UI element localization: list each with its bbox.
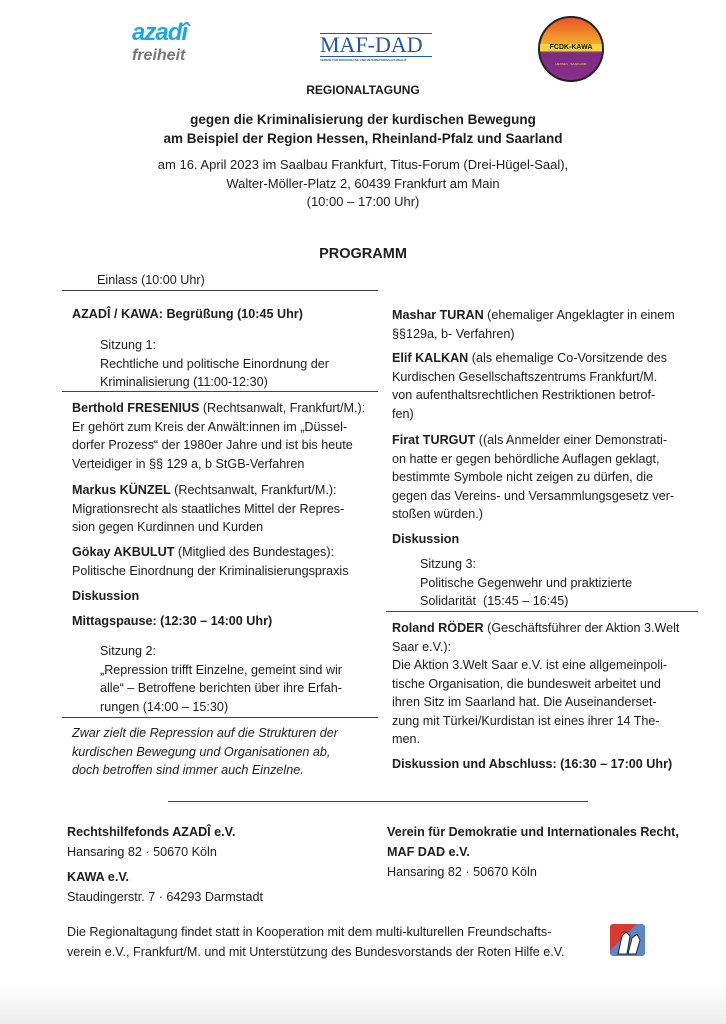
event-date-3: (10:00 – 17:00 Uhr) [306, 194, 420, 209]
line-text: Er gehört zum Kreis der Anwält:innen im „Düssel- [72, 419, 348, 434]
kawa-logo [538, 16, 604, 82]
text-line [392, 712, 679, 731]
mittagspause: Mittagspause: (12:30 – 14:00 Uhr) [72, 614, 273, 628]
text-line [420, 574, 632, 593]
text-line [392, 450, 674, 469]
text-line [72, 481, 344, 500]
line-text: gegen das Vereins- und Versammlungsgesetz ver- [392, 488, 675, 503]
text-line [392, 306, 675, 325]
text-line [72, 418, 365, 437]
speaker-roland-roeder [392, 619, 679, 749]
speaker-berthold-fresenius [72, 399, 365, 473]
line-text: zung mit Türkei/Kurdistan ist eines ihrer 14 The- [392, 713, 660, 728]
text-line [392, 468, 674, 487]
line-text: Rechtliche und politische Einordnung der [100, 356, 329, 371]
text-line [72, 724, 338, 743]
session-2-note [72, 724, 338, 780]
text-line [392, 431, 674, 450]
text-line [72, 399, 365, 418]
line-text: Kriminalisierung (11:00-12:30) [100, 375, 268, 389]
line-text: „Repression trifft Einzelne, gemeint sind wir [100, 662, 342, 677]
line-text: Sitzung 1: [100, 338, 157, 352]
text-line [100, 373, 329, 392]
line-text: (ehemaliger Angeklagter in einem [483, 308, 675, 322]
line-text: Migrationsrecht als staatliches Mittel der Repres- [72, 501, 345, 516]
text-line [100, 355, 329, 374]
line-text: alle“ – Betroffene berichten über ihre Erfah- [100, 681, 342, 695]
text-line [100, 679, 342, 698]
event-date-2: Walter-Möller-Platz 2, 60439 Frankfurt am Main [226, 176, 500, 191]
text-line [392, 638, 679, 657]
line-text: Politische Einordnung der Kriminalisierungspraxis [72, 563, 349, 578]
speaker-name: Berthold FRESENIUS [72, 401, 200, 415]
line-text: kurdischen Bewegung und Organisationen ab, [72, 744, 331, 759]
speaker-name: Roland RÖDER [392, 621, 484, 635]
text-line [72, 500, 344, 519]
line-text: men. [392, 732, 420, 746]
text-line [420, 592, 632, 611]
event-title: REGIONALTAGUNG [306, 83, 420, 97]
speaker-elif-kalkan [392, 349, 667, 423]
text-line [392, 368, 667, 387]
line-text: Zwar zielt die Repression auf die Strukturen der [72, 726, 338, 740]
footer-mafdad-address: Hansaring 82 · 50670 Köln [387, 865, 537, 879]
rote-hilfe-logo [610, 924, 645, 956]
line-text: von aufenthaltsrechtlichen Restriktionen betrof- [392, 388, 656, 402]
text-line [72, 743, 338, 762]
line-text: Kurdischen Gesellschaftszentrums Frankfurt/M. [392, 369, 658, 384]
line-text: (Mitglied des Bundestages): [174, 545, 335, 559]
mafdad-logo-sub: VEREIN FÜR DEMOKRATIE UND INTERNATIONALES RECHT [320, 58, 407, 62]
line-text: Politische Gegenwehr und praktizierte [420, 575, 633, 590]
text-line [392, 505, 674, 524]
line-text: Verteidiger in §§ 129 a, b StGB-Verfahren [72, 456, 305, 471]
line-text: on hatte er gegen behördliche Auflagen geklagt, [392, 451, 660, 466]
speaker-firat-turgut [392, 431, 674, 524]
text-line [72, 761, 338, 780]
event-subtitle-2: am Beispiel der Region Hessen, Rheinland-Pfalz und Saarland [163, 131, 563, 146]
text-line [392, 405, 667, 424]
speaker-name: Firat TURGUT [392, 433, 476, 447]
line-text: bestimmte Symbole nicht zeigen zu dürfen, die [392, 470, 654, 484]
einlass: Einlass (10:00 Uhr) [97, 273, 205, 287]
text-line [392, 656, 679, 675]
footer-kawa-name: KAWA e.V. [67, 870, 130, 884]
footer-mafdad-name-1: Verein für Demokratie und Internationales Recht, [387, 825, 679, 839]
footer-note-2: verein e.V., Frankfurt/M. und mit Unterstützung des Bundesvorstands der Roten Hilfe e.V. [67, 945, 565, 959]
line-text: tische Organisation, die bundesweit arbeitet und [392, 676, 661, 691]
line-text: Sitzung 3: [420, 557, 477, 571]
kawa-logo-text: FCDK-KAWA [540, 44, 602, 51]
line-text: fen) [392, 406, 414, 421]
event-subtitle-1: gegen die Kriminalisierung der kurdischen Bewegung [190, 112, 536, 127]
text-line [392, 349, 667, 368]
text-line [392, 386, 667, 405]
line-text: Die Aktion 3.Welt Saar e.V. ist eine allgemeinpoli- [392, 658, 668, 672]
text-line [392, 325, 675, 344]
speaker-markus-kuenzel [72, 481, 344, 537]
line-text: stoßen würden.) [392, 507, 483, 521]
line-text: (Rechtsanwalt, Frankfurt/M.): [170, 483, 337, 497]
divider [386, 611, 698, 612]
speaker-name: Mashar TURAN [392, 308, 484, 322]
line-text: (Rechtsanwalt, Frankfurt/M.): [199, 401, 366, 415]
divider [62, 717, 378, 718]
begruessung: AZADÎ / KAWA: Begrüßung (10:45 Uhr) [72, 307, 303, 321]
footer-azadi-name: Rechtshilfefonds AZADÎ e.V. [67, 825, 236, 839]
footer-kawa-address: Staudingerstr. 7 · 64293 Darmstadt [67, 890, 264, 904]
text-line [100, 661, 342, 680]
diskussion-1: Diskussion [72, 589, 140, 603]
text-line [72, 518, 344, 537]
text-line [392, 487, 674, 506]
azadi-logo-sub: freiheit [132, 47, 186, 64]
line-text: §§129a, b- Verfahren) [392, 326, 515, 341]
diskussion-2: Diskussion [392, 532, 460, 546]
text-line [100, 336, 329, 355]
page-bottom-shadow [0, 985, 726, 1024]
text-line [72, 543, 349, 562]
footer-mafdad-name-2: MAF DAD e.V. [387, 845, 470, 859]
line-text: doch betroffen sind immer auch Einzelne. [72, 763, 304, 777]
text-line [100, 642, 342, 661]
azadi-logo [132, 20, 232, 66]
text-line [420, 555, 632, 574]
text-line [392, 619, 679, 638]
line-text: Saar e.V.): [392, 639, 452, 654]
abschluss: Diskussion und Abschluss: (16:30 – 17:00 Uhr) [392, 757, 673, 771]
text-line [392, 675, 679, 694]
footer-note-1: Die Regionaltagung findet statt in Kooperation mit dem multi-kulturellen Freundschafts- [67, 925, 552, 939]
speaker-name: Markus KÜNZEL [72, 483, 171, 497]
line-text: ihren Sitz im Saarland hat. Die Auseinanderset- [392, 695, 657, 709]
speaker-name: Elif KALKAN [392, 351, 469, 365]
line-text: Solidarität (15:45 – 16:45) [420, 594, 569, 608]
line-text: dorfer Prozess“ der 1980er Jahre und ist bis heute [72, 438, 353, 452]
speaker-mashar-turan [392, 306, 675, 343]
line-text: Sitzung 2: [100, 644, 157, 658]
divider [62, 391, 378, 392]
session-3 [420, 555, 632, 611]
divider [62, 290, 378, 291]
speaker-goekay-akbulut [72, 543, 349, 580]
speaker-name: Gökay AKBULUT [72, 545, 175, 559]
program-heading: PROGRAMM [319, 246, 407, 262]
footer-divider [168, 801, 588, 802]
kawa-logo-sub: HESSEN · SAARLAND [555, 62, 587, 66]
line-text: (Geschäftsführer der Aktion 3.Welt [483, 621, 680, 635]
line-text: rungen (14:00 – 15:30) [100, 699, 229, 714]
footer-azadi-address: Hansaring 82 · 50670 Köln [67, 845, 217, 859]
line-text: sion gegen Kurdinnen und Kurden [72, 520, 264, 534]
session-1 [100, 336, 329, 392]
text-line [392, 730, 679, 749]
mafdad-logo [320, 33, 432, 63]
text-line [72, 562, 349, 581]
session-2 [100, 642, 342, 716]
line-text: ((als Anmelder einer Demonstrati- [475, 433, 668, 447]
event-date-1: am 16. April 2023 im Saalbau Frankfurt, Titus-Forum (Drei-Hügel-Saal), [157, 157, 569, 172]
text-line [72, 436, 365, 455]
text-line [100, 698, 342, 717]
text-line [72, 455, 365, 474]
mafdad-logo-text: MAF-DAD [320, 33, 432, 57]
text-line [392, 693, 679, 712]
raised-fists-icon [610, 924, 645, 956]
azadi-logo-text: azadî [132, 19, 188, 46]
line-text: (als ehemalige Co-Vorsitzende des [468, 351, 668, 365]
